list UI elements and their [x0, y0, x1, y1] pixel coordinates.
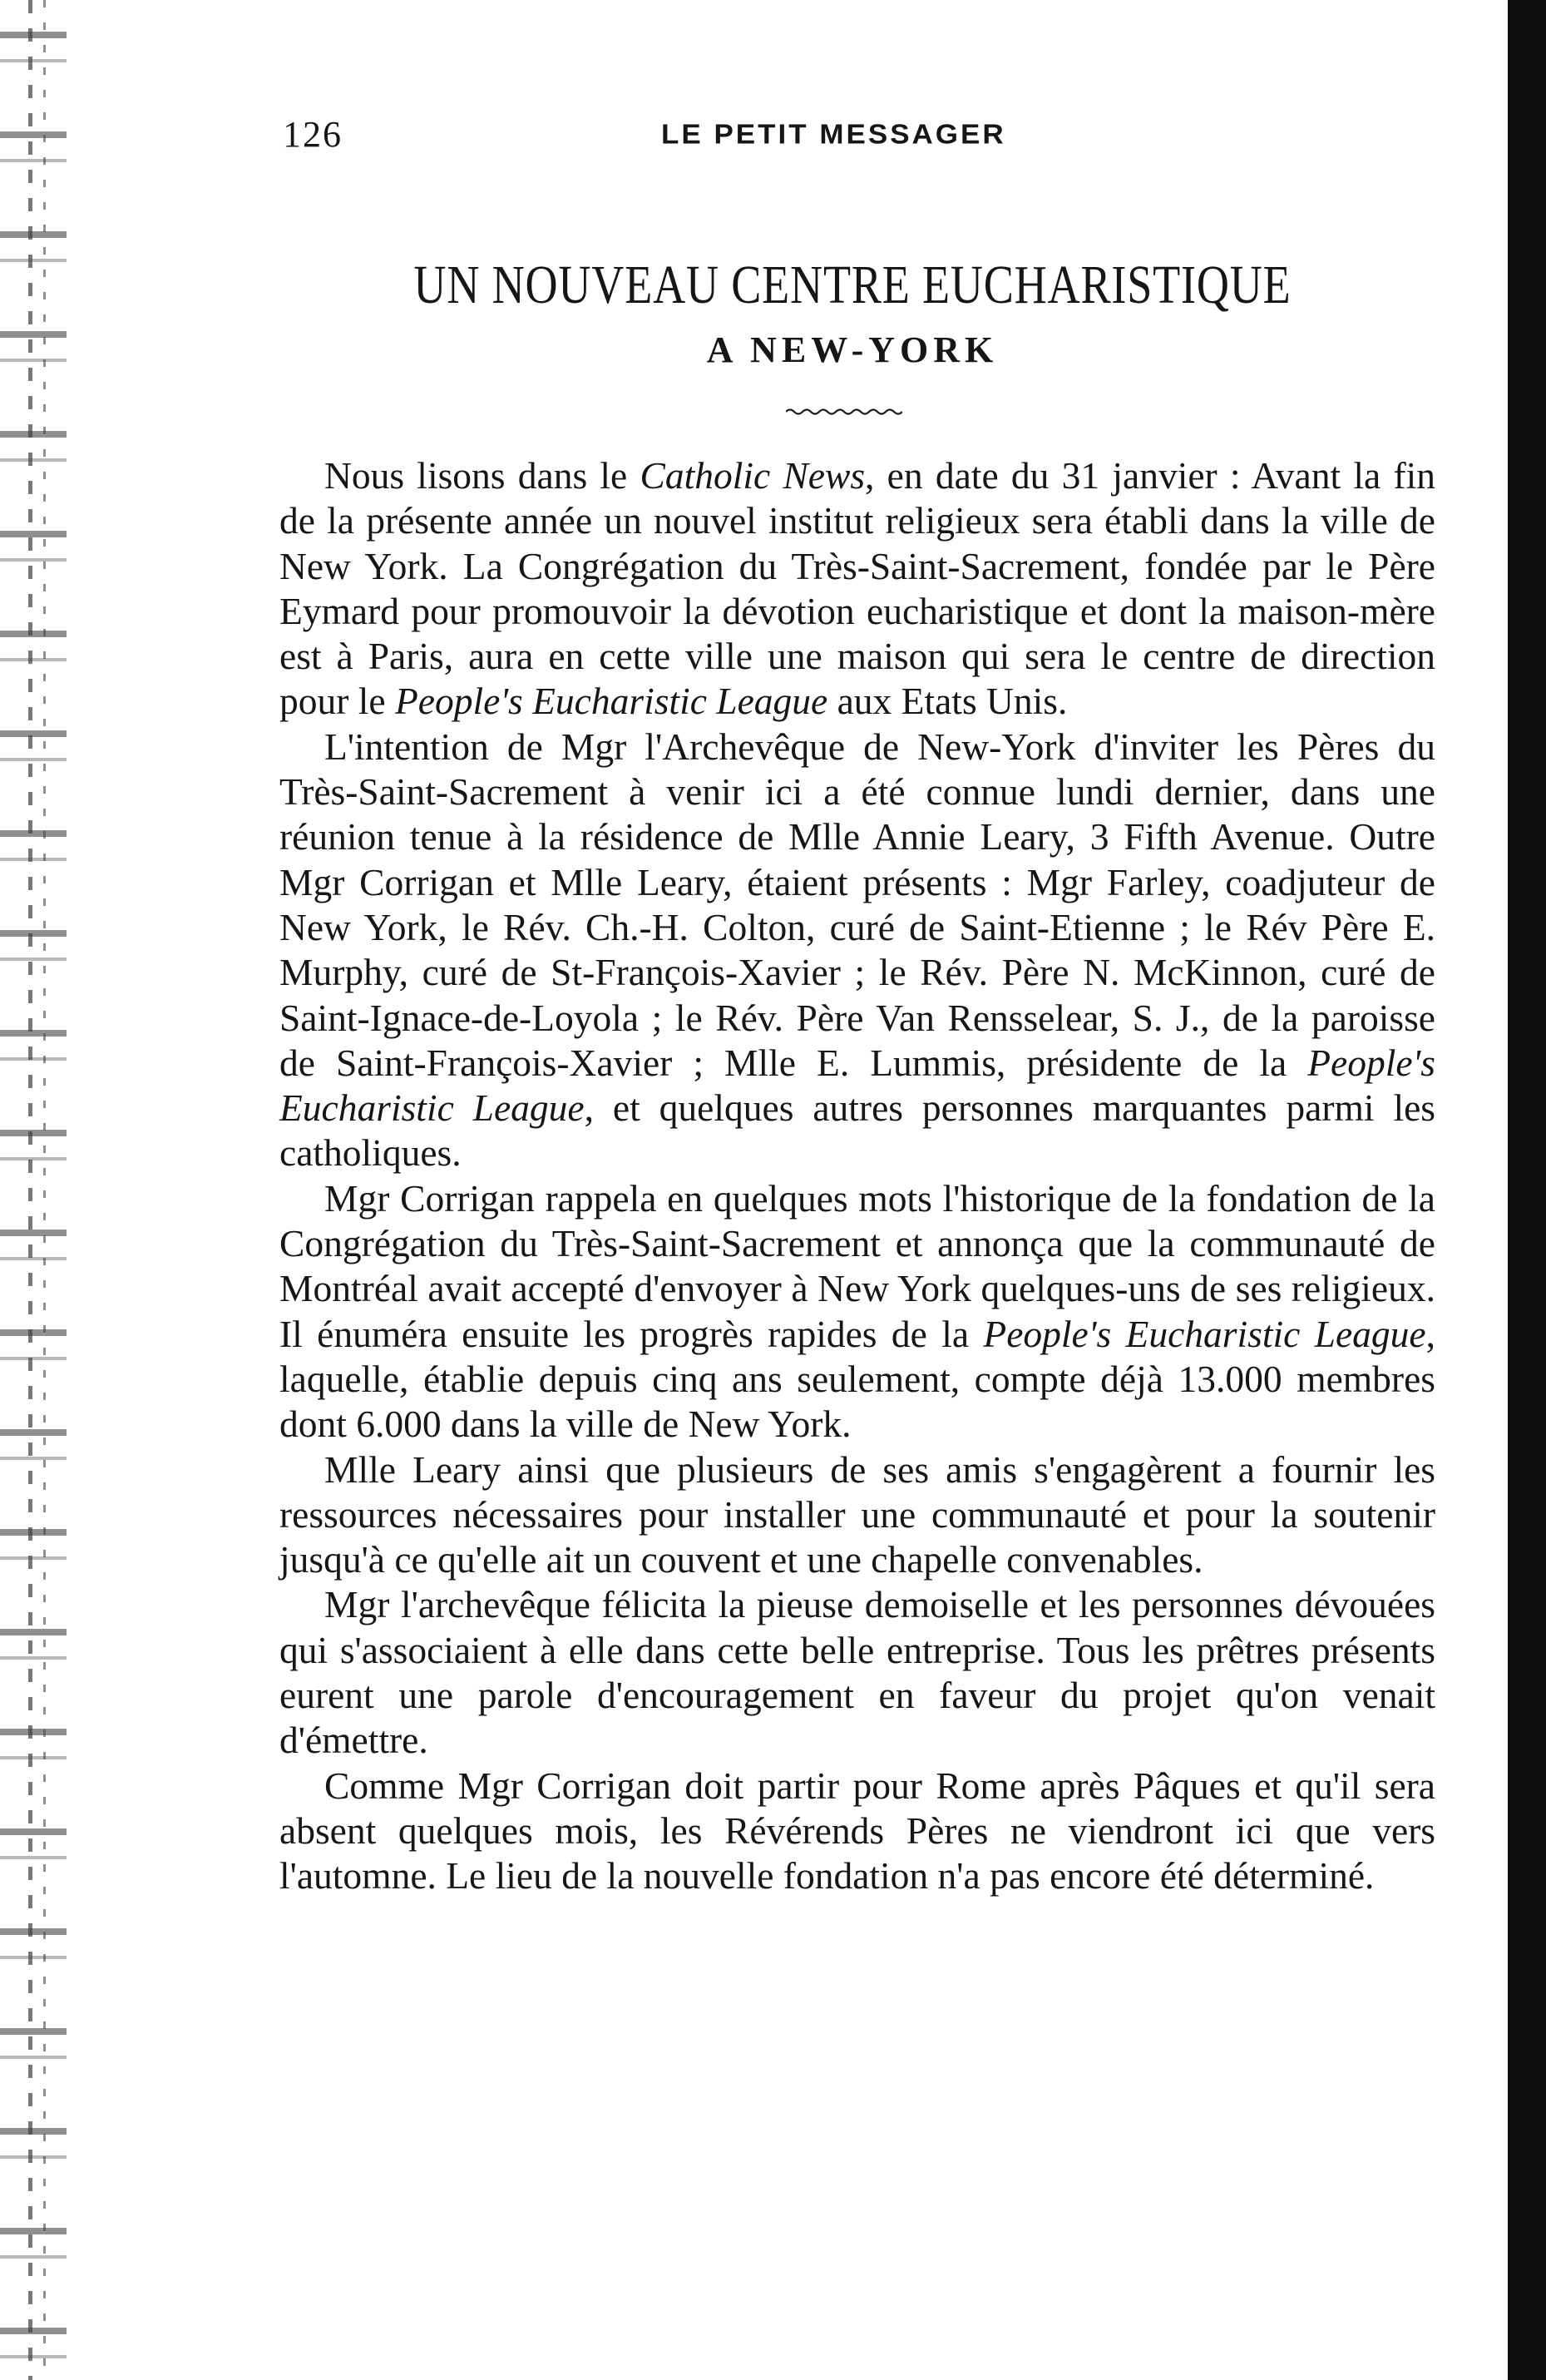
article-body [279, 453, 1435, 1899]
text-run: Mlle Leary ainsi que plusieurs de ses amis s'engagèrent a fournir les ressources nécessaires pour installer une communauté et pour la soutenir jusqu'à ce qu'elle ait un couvent et une chapelle convenables. [279, 1447, 1435, 1581]
italic-title: People's Eucharistic League [395, 680, 828, 723]
title-ornament [786, 406, 902, 418]
paragraph [279, 1176, 1435, 1447]
page-edge-rule [1508, 0, 1546, 2380]
paragraph [279, 1582, 1435, 1763]
running-head [283, 113, 1447, 163]
text-run: aux Etats Unis. [827, 680, 1068, 723]
binding-edge [0, 0, 67, 2380]
paragraph [279, 725, 1435, 1176]
page-number: 126 [283, 114, 343, 155]
paragraph [279, 1764, 1435, 1899]
italic-title: Catholic News [640, 454, 866, 497]
text-run: Comme Mgr Corrigan doit partir pour Rome après Pâques et qu'il sera absent quelques mois, les Révérends Pères ne viendront ici que vers l'automne. Le lieu de la nouvelle fondation n'a pas encore été déterminé. [279, 1764, 1435, 1898]
text-run: , laquelle, établie depuis cinq ans seulement, compte déjà 13.000 membres dont 6.000 dans la ville de New York. [279, 1312, 1435, 1446]
paragraph [279, 453, 1435, 725]
paragraph [279, 1447, 1435, 1583]
article-title: UN NOUVEAU CENTRE EUCHARISTIQUE [413, 255, 1292, 315]
text-run: , et quelques autres personnes marquantes parmi les catholiques. [279, 1086, 1435, 1175]
italic-title: People's Eucharistic League [983, 1312, 1426, 1355]
text-run: Nous lisons dans le [324, 454, 640, 497]
text-run: L'intention de Mgr l'Archevêque de New-York d'inviter les Pères du Très-Saint-Sacrement à venir ici a été connue lundi dernier, dans une réunion tenue à la résidence de Mlle Annie Leary, 3 Fifth Avenue. Outre Mgr Corrigan et Mlle Leary, étaient présents : Mgr Farley, coadjuteur de New York, le Rév. Ch.-H. Colton, curé de Saint-Etienne ; le Rév Père E. Murphy, curé de St-François-Xavier ; le Rév. Père N. McKinnon, curé de Saint-Ignace-de-Loyola ; le Rév. Père Van Rensselear, S. J., de la paroisse de Saint-François-Xavier ; Mlle E. Lummis, présidente de la [279, 725, 1435, 1084]
journal-name: LE PETIT MESSAGER [661, 119, 1006, 151]
text-run: Mgr l'archevêque félicita la pieuse demoiselle et les personnes dévouées qui s'associaient à elle dans cette belle entreprise. Tous les prêtres présents eurent une parole d'encouragement en faveur du projet qu'on venait d'émettre. [279, 1583, 1435, 1762]
text-run: , en date du 31 janvier : Avant la fin de la présente année un nouvel institut religieux sera établi dans la ville de New York. La Congrégation du Très-Saint-Sacrement, fondée par le Père Eymard pour promouvoir la dévotion eucharistique et dont la maison-mère est à Paris, aura en cette ville une maison qui sera le centre de direction pour le [279, 454, 1435, 723]
text-run: Mgr Corrigan rappela en quelques mots l'historique de la fondation de la Congrégation du Très-Saint-Sacrement et annonça que la communauté de Montréal avait accepté d'envoyer à New York quelques-uns de ses religieux. Il énuméra ensuite les progrès rapides de la [279, 1176, 1435, 1355]
article-subtitle: A NEW-YORK [706, 329, 999, 370]
italic-title: People's Eucharistic League [279, 1041, 1435, 1130]
